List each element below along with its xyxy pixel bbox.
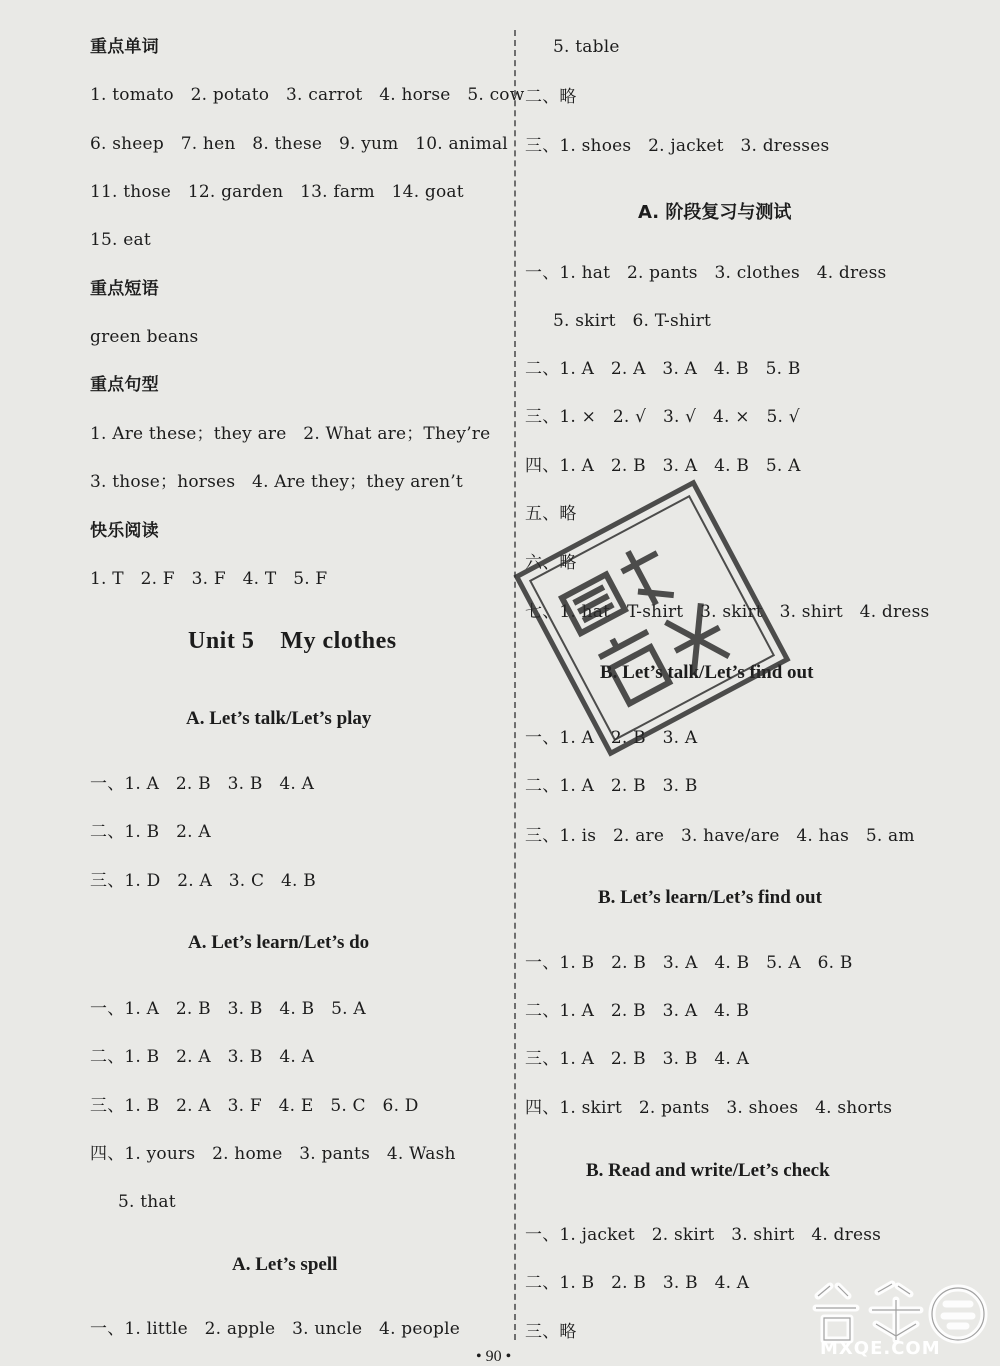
answer-line: 二、1. B 2. B 3. B 4. A [525, 1273, 750, 1293]
key-words-line: 15. eat [90, 230, 151, 250]
answer-line: 三、1. D 2. A 3. C 4. B [90, 871, 316, 891]
section-title: A. Let’s learn/Let’s do [188, 932, 370, 953]
answer-line: 三、1. B 2. A 3. F 4. E 5. C 6. D [90, 1096, 419, 1116]
answer-line: 三、1. × 2. √ 3. √ 4. × 5. √ [525, 407, 800, 427]
answer-line: 一、1. A 2. B 3. B 4. A [90, 774, 315, 794]
answer-line: 5. table [525, 37, 620, 57]
section-title: A. 阶段复习与测试 [638, 202, 792, 223]
answer-line: 五、略 [525, 504, 577, 524]
answer-line: 一、1. jacket 2. skirt 3. shirt 4. dress [525, 1225, 882, 1245]
answer-line: 二、1. A 2. A 3. A 4. B 5. B [525, 359, 801, 379]
section-title: A. Let’s talk/Let’s play [186, 708, 372, 729]
answer-line: 三、1. is 2. are 3. have/are 4. has 5. am [525, 826, 915, 846]
key-sentences-line: 1. Are these；they are 2. What are；They’re [90, 424, 491, 444]
answer-line: 一、1. A 2. B 3. A [525, 728, 698, 748]
reading-answers-line: 1. T 2. F 3. F 4. T 5. F [90, 569, 328, 589]
answer-line: 二、略 [525, 87, 577, 107]
answer-line: 5. skirt 6. T-shirt [525, 311, 712, 331]
section-title: A. Let’s spell [232, 1254, 338, 1275]
answer-line: 四、1. yours 2. home 3. pants 4. Wash [90, 1144, 456, 1164]
answer-line: 二、1. B 2. A 3. B 4. A [90, 1047, 315, 1067]
key-words-heading: 重点单词 [90, 37, 159, 57]
answer-line: 三、1. A 2. B 3. B 4. A [525, 1049, 750, 1069]
watermark-text: MXQE.COM [820, 1338, 941, 1359]
answer-line: 一、1. hat 2. pants 3. clothes 4. dress [525, 263, 887, 283]
reading-heading: 快乐阅读 [90, 521, 159, 541]
key-sentences-heading: 重点句型 [90, 375, 159, 395]
page-number: • 90 • [476, 1348, 512, 1365]
section-title: B. Read and write/Let’s check [586, 1160, 830, 1181]
answer-line: 六、略 [525, 553, 577, 573]
answer-line: 一、1. B 2. B 3. A 4. B 5. A 6. B [525, 953, 853, 973]
key-words-line: 11. those 12. garden 13. farm 14. goat [90, 182, 464, 202]
key-words-line: 6. sheep 7. hen 8. these 9. yum 10. animal [90, 134, 508, 154]
answer-line: 二、1. A 2. B 3. A 4. B [525, 1001, 750, 1021]
answer-line: 二、1. B 2. A [90, 822, 211, 842]
section-title: B. Let’s talk/Let’s find out [600, 662, 814, 683]
answer-line: 四、1. skirt 2. pants 3. shoes 4. shorts [525, 1098, 893, 1118]
column-divider [514, 30, 516, 1340]
key-phrases-heading: 重点短语 [90, 279, 159, 299]
answer-line: 三、1. shoes 2. jacket 3. dresses [525, 136, 830, 156]
section-title: B. Let’s learn/Let’s find out [598, 887, 822, 908]
unit-title: Unit 5 My clothes [188, 628, 397, 654]
answer-line: 四、1. A 2. B 3. A 4. B 5. A [525, 456, 801, 476]
answer-line: 七、1. hat T-shirt 3. skirt 3. shirt 4. dress [525, 602, 930, 622]
key-phrases-line: green beans [90, 327, 199, 347]
answer-line: 三、略 [525, 1322, 577, 1342]
answer-line: 二、1. A 2. B 3. B [525, 776, 698, 796]
answer-line: 一、1. A 2. B 3. B 4. B 5. A [90, 999, 366, 1019]
answer-line: 5. that [90, 1192, 176, 1212]
key-sentences-line: 3. those；horses 4. Are they；they aren’t [90, 472, 463, 492]
key-words-line: 1. tomato 2. potato 3. carrot 4. horse 5. cow [90, 85, 525, 105]
answer-line: 一、1. little 2. apple 3. uncle 4. people [90, 1319, 461, 1339]
